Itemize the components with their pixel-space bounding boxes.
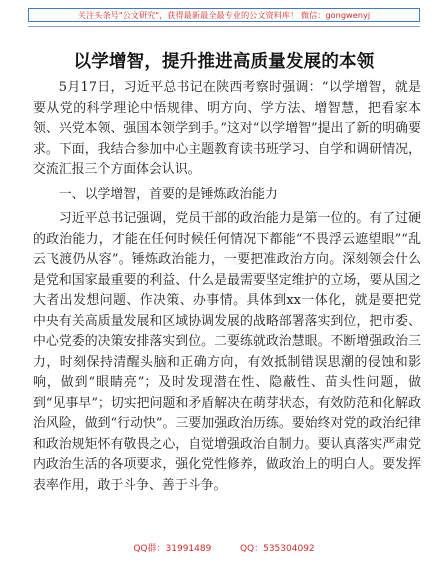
header-banner [28,8,420,22]
qq-label: QQ： [239,544,264,554]
qq-number: 535304092 [263,544,315,554]
intro-paragraph: 5月17日，习近平总书记在陕西考察时强调：“以学增智，就是要从党的科学理论中悟规律、明方向、学方法、增智慧，把看家本领、兴党本领、强国本领学到手。”这对“以学增智”提出了新的明确要求。下面，我结合参加中心主题教育读书班学习、自学和调研情况，交流汇报三个方面体会认识。 [33,80,421,177]
header-divider [28,26,420,27]
qq-group-label: QQ群： [133,544,166,554]
section-heading: 一、以学增智，首要的是锤炼政治能力 [58,186,278,202]
qq-group-number: 31991489 [165,544,212,554]
footer-contact [0,541,448,554]
document-title: 以学增智，提升推进高质量发展的本领 [73,52,375,72]
body-paragraph: 习近平总书记强调，党员干部的政治能力是第一位的。有了过硬的政治能力，才能在任何时候任何情况下都能“不畏浮云遮望眼”“乱云飞渡仍从容”。锤炼政治能力，一要把准政治方向。深刻领会什么是党和国家最重要的利益、什么是最需要坚定维护的立场，要从国之大者出发想问题、作决策、办事情。具体到xx一体化，就是要把党中央有关高质量发展和区域协调发展的战略部署落实到位，把市委、中心党委的决策安排落实到位。二要练就政治慧眼。不断增强政治三力，时刻保持清醒头脑和正确方向，有效抵制错误思潮的侵蚀和影响，做到“眼睛亮”；及时发现潜在性、隐蔽性、苗头性问题，做到“见事早”；切实把问题和矛盾解决在萌芽状态，有效防范和化解政治风险，做到“行动快”。三要加强政治历练。要始终对党的政治纪律和政治规矩怀有敬畏之心，自觉增强政治自制力。要认真落实严肃党内政治生活的各项要求，强化党性修养，做政治上的明白人。要发挥表率作用，敢于斗争、善于斗争。 [33,211,421,493]
banner-text: 关注头条号"公文研究"，获得最新最全最专业的公文资料库！ 微信：gongwenyj [77,9,371,20]
document-body [33,78,421,496]
